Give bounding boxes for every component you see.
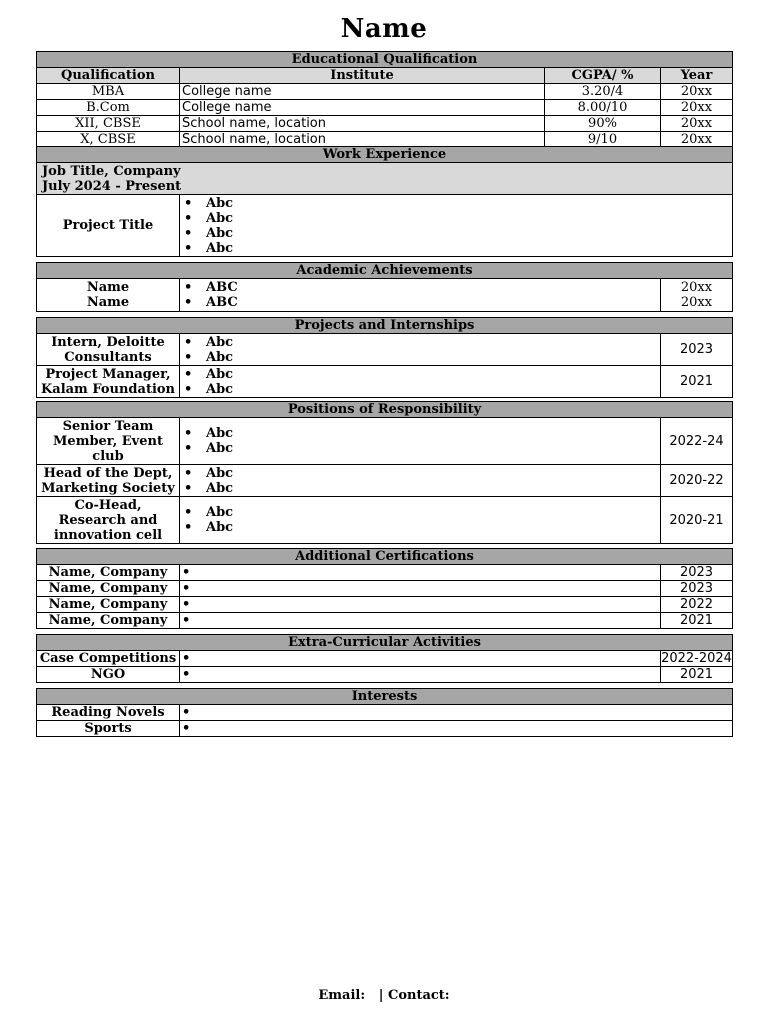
work-heading: Work Experience — [37, 147, 733, 163]
activity-name: NGO — [37, 667, 180, 683]
certification-name: Name, Company — [37, 581, 180, 597]
bullet-cell: • — [180, 705, 733, 721]
table-row — [37, 84, 733, 100]
position-year: 2020-21 — [661, 497, 733, 544]
table-row — [37, 366, 733, 398]
list-item: • Abc — [206, 382, 658, 397]
email-label: Email: — [318, 988, 366, 1003]
projects-internships-table — [36, 317, 733, 398]
project-bullets-cell — [180, 366, 661, 398]
position-role: Co-Head, Research and innovation cell — [37, 497, 180, 544]
table-row — [37, 705, 733, 721]
achievement-name: Name — [86, 295, 130, 310]
table-row — [37, 497, 733, 544]
certification-name: Name, Company — [37, 565, 180, 581]
contact-label: Contact: — [387, 988, 450, 1003]
job-title-cell — [37, 163, 733, 195]
interest-name: Sports — [37, 721, 180, 737]
qualification-cell: XII, CBSE — [37, 116, 180, 132]
extracurricular-heading: Extra-Curricular Activities — [37, 635, 733, 651]
list-item: • Abc — [206, 335, 658, 350]
activity-name: Case Competitions — [37, 651, 180, 667]
position-bullets-cell — [180, 418, 661, 465]
score-cell: 90% — [545, 116, 661, 132]
achievement-items-cell — [180, 279, 661, 312]
bullet-cell: • — [180, 613, 661, 629]
extracurricular-table — [36, 634, 733, 683]
qualification-cell: MBA — [37, 84, 180, 100]
project-year: 2021 — [661, 366, 733, 398]
bullet-cell: • — [180, 721, 733, 737]
certification-name: Name, Company — [37, 613, 180, 629]
year-cell: 20xx — [661, 100, 733, 116]
interests-table — [36, 688, 733, 737]
project-role: Intern, Deloitte Consultants — [37, 334, 180, 366]
list-item: • Abc — [206, 367, 658, 382]
col-cgpa: CGPA/ % — [545, 68, 661, 84]
project-bullets-cell — [180, 195, 733, 257]
work-experience-table — [36, 146, 733, 257]
achievement-years-cell — [661, 279, 733, 312]
interests-heading: Interests — [37, 689, 733, 705]
activity-year: 2021 — [661, 667, 733, 683]
position-role: Head of the Dept, Marketing Society — [37, 465, 180, 497]
page-title: Name — [340, 14, 428, 44]
project-bullets-cell — [180, 334, 661, 366]
col-year: Year — [661, 68, 733, 84]
position-year: 2022-24 — [661, 418, 733, 465]
certification-year: 2022 — [661, 597, 733, 613]
table-row — [37, 721, 733, 737]
list-item: • ABC — [206, 280, 658, 295]
list-item: • ABC — [206, 295, 658, 310]
achievement-year: 20xx — [680, 295, 713, 310]
institute-cell: School name, location — [180, 116, 545, 132]
list-item: • Abc — [206, 426, 658, 441]
certification-year: 2023 — [661, 565, 733, 581]
achievement-names-cell — [37, 279, 180, 312]
institute-cell: College name — [180, 84, 545, 100]
score-cell: 9/10 — [545, 132, 661, 148]
list-item: • Abc — [206, 481, 658, 496]
score-cell: 8.00/10 — [545, 100, 661, 116]
list-item: • Abc — [206, 505, 658, 520]
table-row — [37, 465, 733, 497]
table-row — [37, 100, 733, 116]
col-institute: Institute — [180, 68, 545, 84]
position-year: 2020-22 — [661, 465, 733, 497]
education-table — [36, 51, 733, 148]
institute-cell: College name — [180, 100, 545, 116]
projects-heading: Projects and Internships — [37, 318, 733, 334]
certification-name: Name, Company — [37, 597, 180, 613]
list-item: • Abc — [206, 466, 658, 481]
table-row — [37, 651, 733, 667]
achievement-name: Name — [86, 280, 130, 295]
achievement-year: 20xx — [680, 280, 713, 295]
position-bullets-cell — [180, 465, 661, 497]
score-cell: 3.20/4 — [545, 84, 661, 100]
academic-achievements-table — [36, 262, 733, 312]
year-cell: 20xx — [661, 84, 733, 100]
list-item: • Abc — [206, 241, 730, 256]
table-row — [37, 667, 733, 683]
table-row — [37, 581, 733, 597]
table-row — [37, 565, 733, 581]
education-heading: Educational Qualification — [37, 52, 733, 68]
bullet-cell: • — [180, 597, 661, 613]
bullet-cell: • — [180, 581, 661, 597]
list-item: • Abc — [206, 211, 730, 226]
interest-name: Reading Novels — [37, 705, 180, 721]
activity-year: 2022-2024 — [661, 651, 732, 666]
academic-heading: Academic Achievements — [37, 263, 733, 279]
job-title: Job Title, Company — [42, 163, 181, 179]
year-cell: 20xx — [661, 116, 733, 132]
table-row — [37, 418, 733, 465]
institute-cell: School name, location — [180, 132, 545, 148]
list-item: • Abc — [206, 441, 658, 456]
table-row — [37, 613, 733, 629]
job-dates: July 2024 - Present — [42, 178, 182, 194]
project-year: 2023 — [661, 334, 733, 366]
certifications-heading: Additional Certifications — [37, 549, 733, 565]
position-role: Senior Team Member, Event club — [37, 418, 180, 465]
certification-year: 2021 — [661, 613, 733, 629]
table-row — [37, 334, 733, 366]
footer-separator: | — [378, 988, 384, 1003]
certification-year: 2023 — [661, 581, 733, 597]
table-row — [37, 116, 733, 132]
position-bullets-cell — [180, 497, 661, 544]
qualification-cell: B.Com — [37, 100, 180, 116]
table-row — [37, 597, 733, 613]
positions-heading: Positions of Responsibility — [37, 402, 733, 418]
list-item: • Abc — [206, 196, 730, 211]
list-item: • Abc — [206, 520, 658, 535]
bullet-cell: • — [180, 565, 661, 581]
project-role: Project Manager, Kalam Foundation — [37, 366, 180, 398]
qualification-cell: X, CBSE — [37, 132, 180, 148]
project-title-label: Project Title — [37, 195, 180, 257]
bullet-cell: • — [180, 651, 661, 667]
bullet-cell: • — [180, 667, 661, 683]
positions-table — [36, 401, 733, 544]
year-cell: 20xx — [661, 132, 733, 148]
col-qualification: Qualification — [37, 68, 180, 84]
list-item: • Abc — [206, 226, 730, 241]
list-item: • Abc — [206, 350, 658, 365]
footer-contact — [0, 988, 768, 1003]
certifications-table — [36, 548, 733, 629]
